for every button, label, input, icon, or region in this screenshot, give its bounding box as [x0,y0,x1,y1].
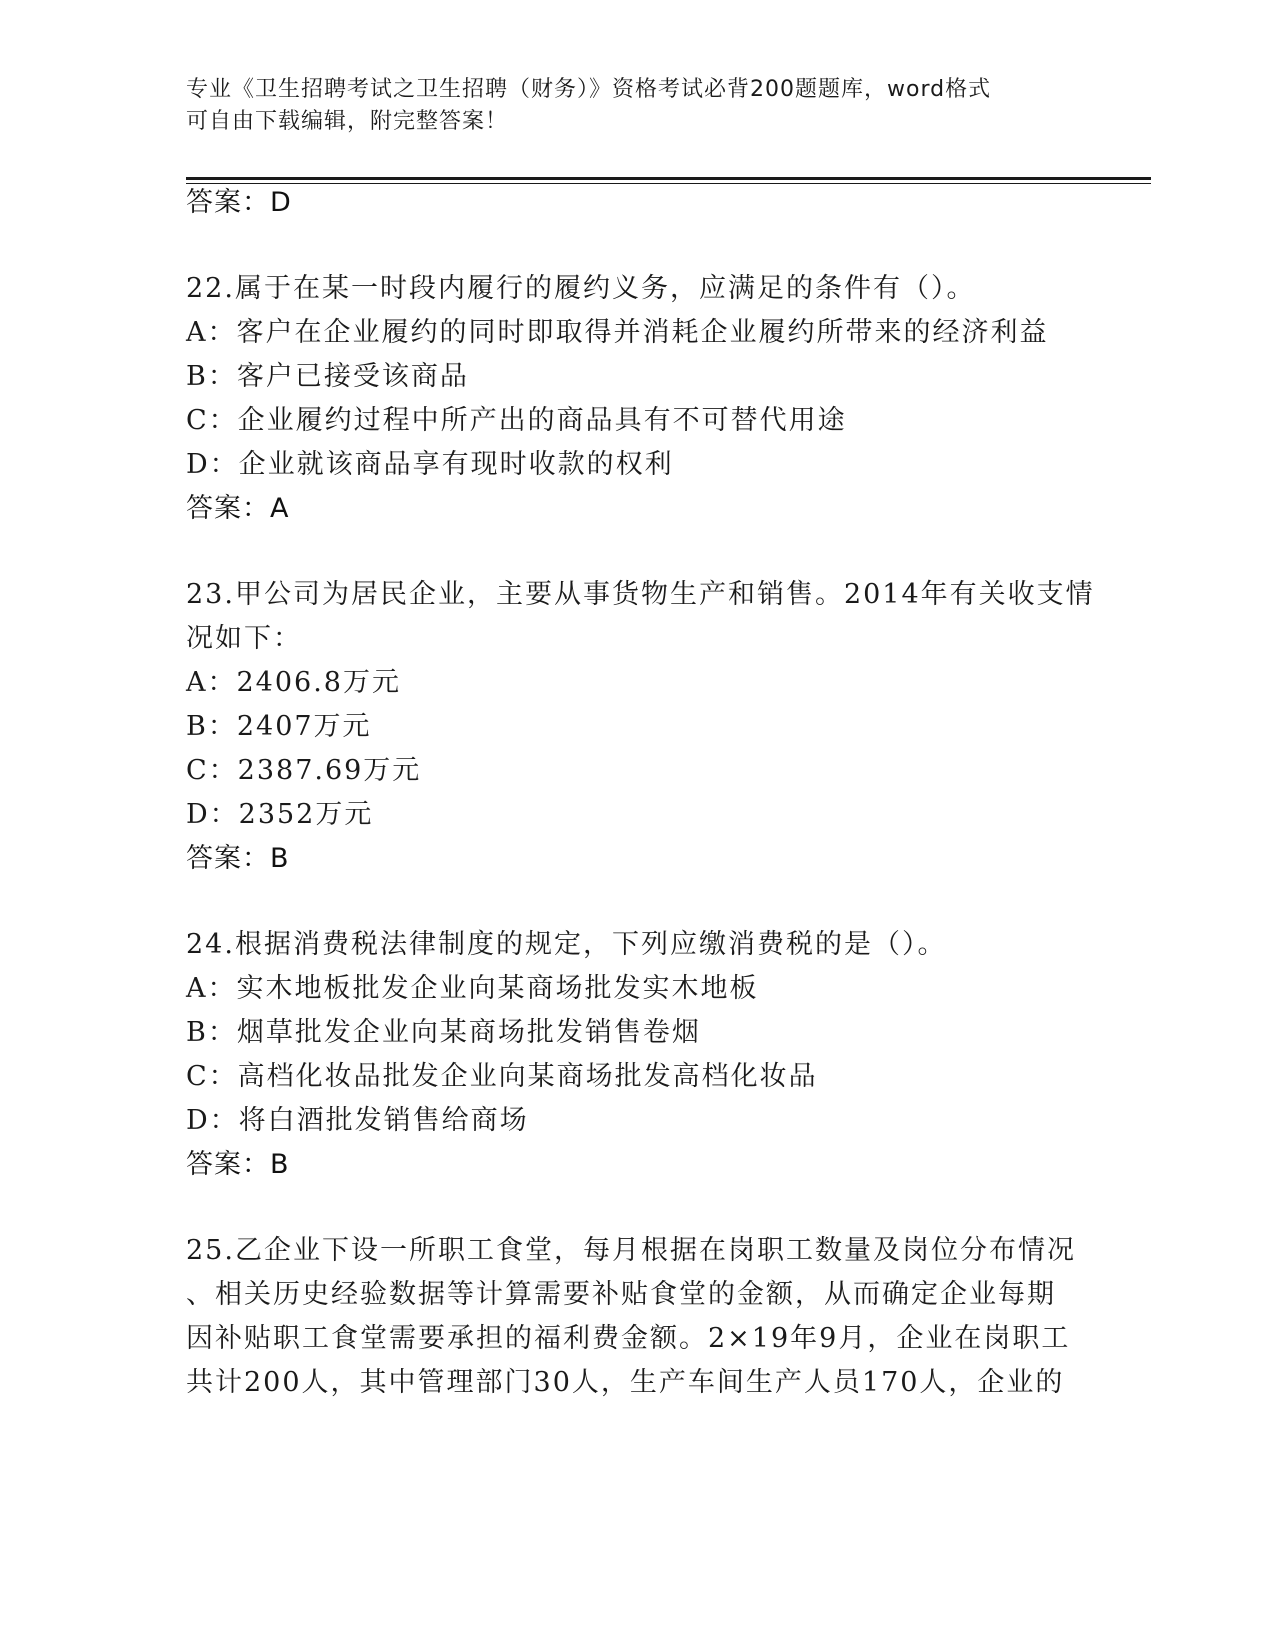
header-divider-thick [186,177,1151,180]
question-22-option-c: C：企业履约过程中所产出的商品具有不可替代用途 [186,405,847,436]
question-22-stem: 22.属于在某一时段内履行的履约义务，应满足的条件有（）。 [186,273,976,304]
question-24-option-a: A：实木地板批发企业向某商场批发实木地板 [186,973,759,1004]
question-25-stem-line-4: 共计200人，其中管理部门30人，生产车间生产人员170人，企业的 [186,1367,1065,1398]
question-24-option-b: B：烟草批发企业向某商场批发销售卷烟 [186,1017,701,1048]
question-22-option-b: B：客户已接受该商品 [186,361,469,392]
question-22-option-a: A：客户在企业履约的同时即取得并消耗企业履约所带来的经济利益 [186,317,1049,348]
question-23-option-a: A：2406.8万元 [186,667,401,698]
question-23-option-d: D：2352万元 [186,799,374,830]
question-24-option-d: D：将白酒批发销售给商场 [186,1105,529,1136]
question-24-answer: 答案：B [186,1149,290,1180]
header-line-2: 可自由下载编辑，附完整答案！ [186,109,509,134]
question-23-stem-line-1: 23.甲公司为居民企业，主要从事货物生产和销售。2014年有关收支情 [186,579,1095,610]
question-24-option-c: C：高档化妆品批发企业向某商场批发高档化妆品 [186,1061,818,1092]
header-line-1: 专业《卫生招聘考试之卫生招聘（财务）》资格考试必背200题题库，word格式 [186,77,992,102]
question-22-answer: 答案：A [186,493,290,524]
document-header [186,74,1066,138]
question-24-stem: 24.根据消费税法律制度的规定，下列应缴消费税的是（）。 [186,929,947,960]
answer-previous: 答案：D [186,187,292,218]
header-divider-thin [186,183,1151,184]
question-22-option-d: D：企业就该商品享有现时收款的权利 [186,449,674,480]
question-25-stem-line-2: 、相关历史经验数据等计算需要补贴食堂的金额，从而确定企业每期 [186,1279,1056,1310]
question-23-option-c: C：2387.69万元 [186,755,422,786]
question-23-option-b: B：2407万元 [186,711,372,742]
question-25-stem-line-1: 25.乙企业下设一所职工食堂，每月根据在岗职工数量及岗位分布情况 [186,1235,1076,1266]
question-23-answer: 答案：B [186,843,290,874]
question-25-stem-line-3: 因补贴职工食堂需要承担的福利费金额。2×19年9月，企业在岗职工 [186,1323,1071,1354]
question-23-stem-line-2: 况如下： [186,623,302,654]
